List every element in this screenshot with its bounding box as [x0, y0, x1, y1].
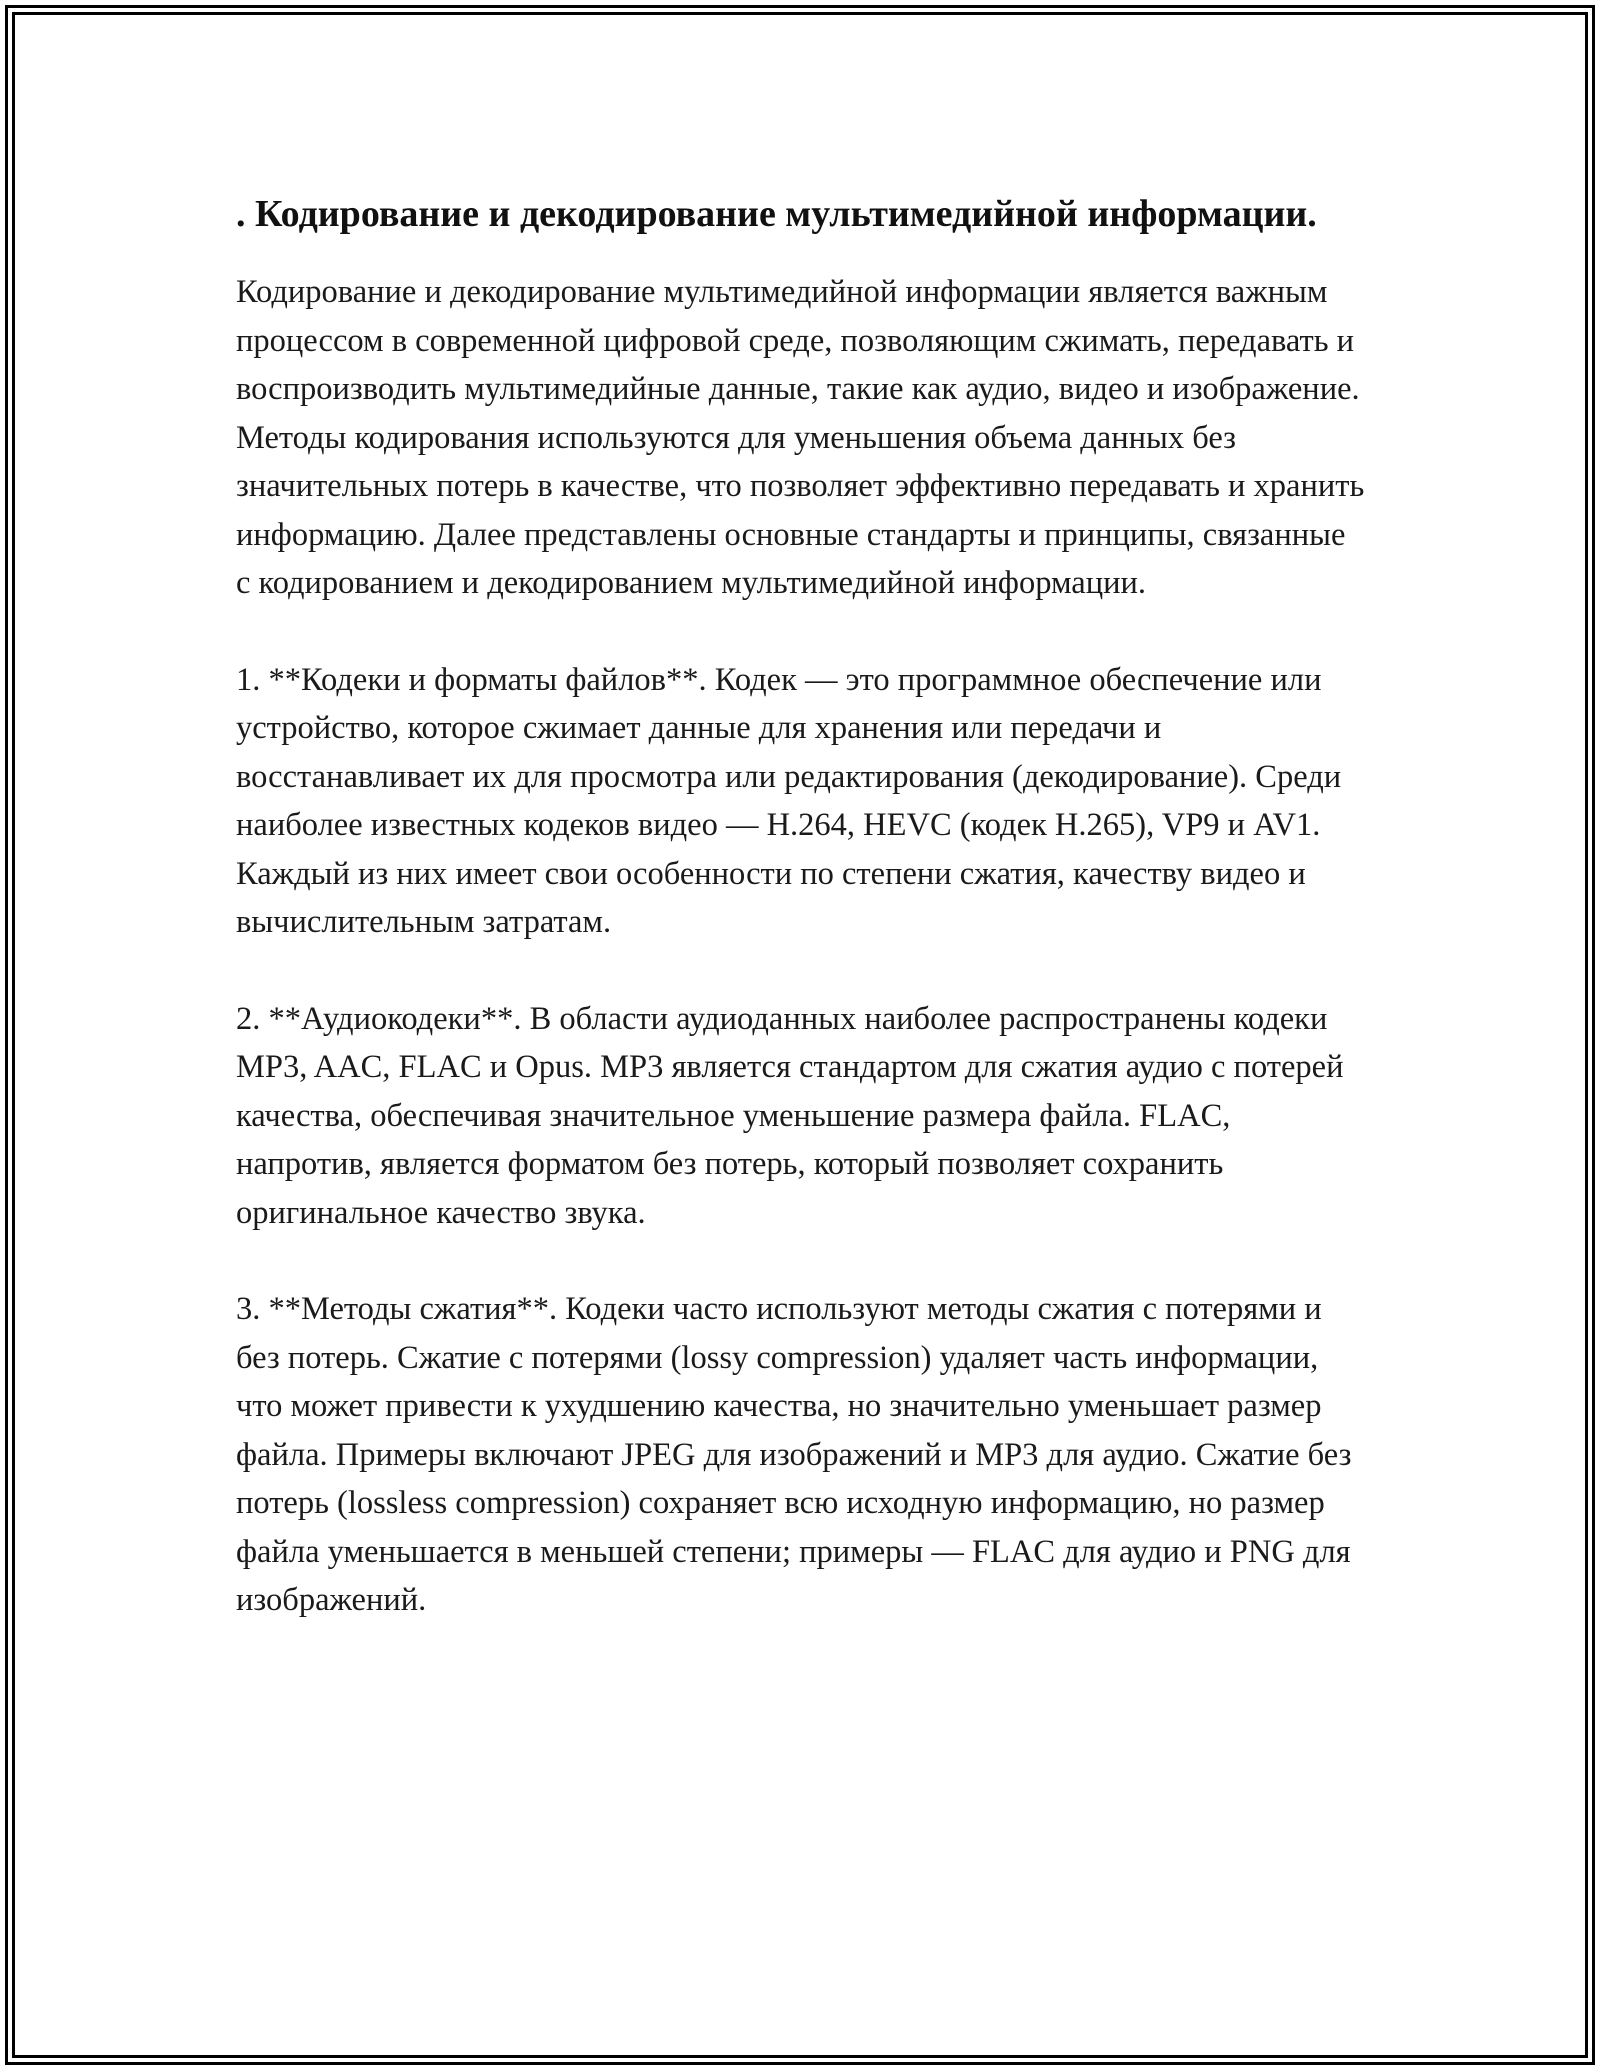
paragraph-compression-methods: 3. **Методы сжатия**. Кодеки часто используют методы сжатия с потерями и без потерь. Сжатие с потерями (lossy compression) удаляет часть информации, что может привести к ухудшению качества, но значительно уменьшает размер файла. Примеры включают JPEG для изображений и MP3 для аудио. Сжатие без потерь (lossless compression) сохраняет всю исходную информацию, но размер файла уменьшается в меньшей степени; примеры — FLAC для аудио и PNG для изображений. — [236, 1291, 1352, 1618]
paragraph-audio-codecs: 2. **Аудиокодеки**. В области аудиоданных наиболее распространены кодеки MP3, AAC, FLAC и Opus. MP3 является стандартом для сжатия аудио с потерей качества, обеспечивая значительное уменьшение размера файла. FLAC, напротив, является форматом без потерь, который позволяет сохранить оригинальное качество звука. — [236, 1000, 1344, 1231]
document-title: . Кодирование и декодирование мультимедийной информации. — [236, 193, 1317, 235]
document-body — [236, 186, 1366, 1625]
intro-paragraph: Кодирование и декодирование мультимедийной информации является важным процессом в современной цифровой среде, позволяющим сжимать, передавать и воспроизводить мультимедийные данные, такие как аудио, видео и изображение. Методы кодирования используются для уменьшения объема данных без значительных потерь в качестве, что позволяет эффективно передавать и хранить информацию. Далее представлены основные стандарты и принципы, связанные с кодированием и декодированием мультимедийной информации. — [236, 274, 1365, 601]
paragraph-codecs-and-formats: 1. **Кодеки и форматы файлов**. Кодек — это программное обеспечение или устройство, которое сжимает данные для хранения или передачи и восстанавливает их для просмотра или редактирования (декодирование). Среди наиболее известных кодеков видео — H.264, HEVC (кодек H.265), VP9 и AV1. Каждый из них имеет свои особенности по степени сжатия, качеству видео и вычислительным затратам. — [236, 661, 1342, 940]
